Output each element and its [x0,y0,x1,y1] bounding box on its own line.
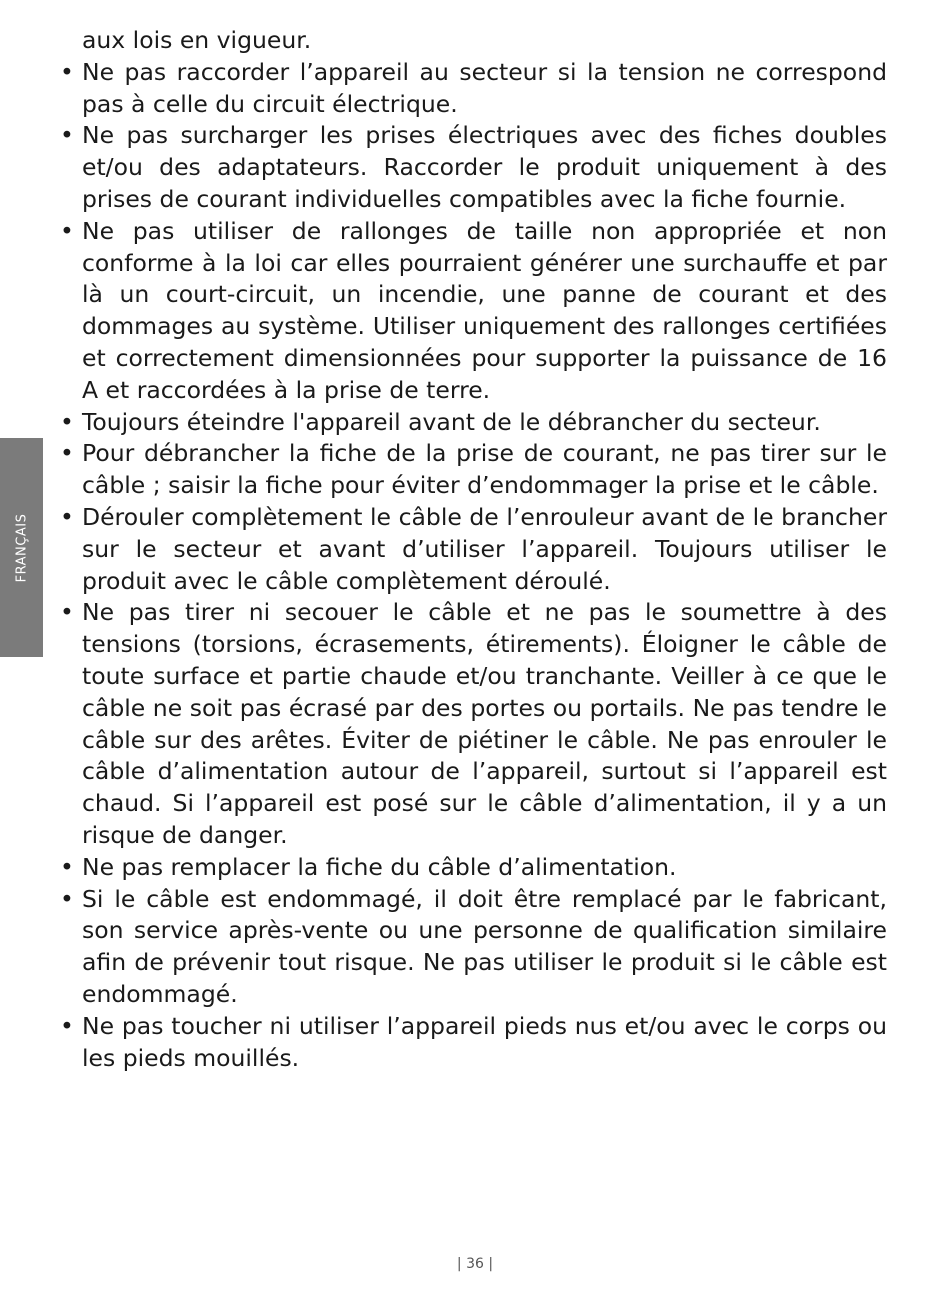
safety-bullet-list [59,57,887,1075]
bullet-text: Ne pas tirer ni secouer le câble et ne pas le soumettre à des tensions (torsions, écrasements, étirements). Éloigner le câble de toute surface et partie chaude et/ou tranchante. Veiller à ce que le câble ne soit pas écrasé par des portes ou portails. Ne pas tendre le câble sur des arêtes. Éviter de piétiner le câble. Ne pas enrouler le câble d’alimentation autour de l’appareil, surtout si l’appareil est chaud. Si l’appareil est posé sur le câble d’alimentation, il y a un risque de danger. [82,598,887,849]
safety-bullet-item [59,438,887,502]
bullet-marker: • [60,502,74,531]
bullet-marker: • [60,121,74,150]
bullet-marker: • [60,57,74,86]
bullet-text: Toujours éteindre l'appareil avant de le débrancher du secteur. [82,407,821,436]
safety-bullet-item [59,407,887,439]
intro-line: aux lois en vigueur. [82,26,312,54]
bullet-text: Ne pas remplacer la fiche du câble d’alimentation. [82,852,677,881]
bullet-marker: • [60,439,74,468]
safety-bullet-item [59,120,887,215]
language-label: FRANÇAIS [14,513,29,582]
bullet-text: Ne pas raccorder l’appareil au secteur si la tension ne correspond pas à celle du circuit électrique. [82,57,887,118]
bullet-marker: • [60,1011,74,1040]
bullet-marker: • [60,598,74,627]
page-number: | 36 | [456,1256,494,1272]
bullet-text: Si le câble est endommagé, il doit être remplacé par le fabricant, son service après-vente ou une personne de qualification similaire afin de prévenir tout risque. Ne pas utiliser le produit si le câble est endommagé. [82,884,887,1008]
bullet-marker: • [60,884,74,913]
bullet-text: Ne pas surcharger les prises électriques avec des fiches doubles et/ou des adaptateurs. Raccorder le produit uniquement à des prises de courant individuelles compatibles avec la fiche fournie. [82,121,887,213]
safety-instructions [59,25,887,1074]
safety-bullet-item [59,502,887,597]
safety-bullet-item [59,1011,887,1075]
bullet-text: Pour débrancher la fiche de la prise de courant, ne pas tirer sur le câble ; saisir la fiche pour éviter d’endommager la prise et le câble. [82,439,887,500]
safety-bullet-item [59,57,887,121]
language-side-tab [0,438,43,657]
safety-bullet-item [59,597,887,851]
safety-bullet-item [59,884,887,1011]
bullet-text: Ne pas utiliser de rallonges de taille non appropriée et non conforme à la loi car elles pourraient générer une surchauffe et par là un court-circuit, un incendie, une panne de courant et des dommages au système. Utiliser uniquement des rallonges certifiées et correctement dimensionnées pour supporter la puissance de 16 A et raccordées à la prise de terre. [82,216,887,404]
bullet-marker: • [60,407,74,436]
bullet-marker: • [60,216,74,245]
bullet-text: Dérouler complètement le câble de l’enrouleur avant de le brancher sur le secteur et avant d’utiliser l’appareil. Toujours utiliser le produit avec le câble complètement déroulé. [82,502,887,595]
safety-bullet-item [59,216,887,407]
bullet-marker: • [60,852,74,881]
bullet-text: Ne pas toucher ni utiliser l’appareil pieds nus et/ou avec le corps ou les pieds mouillés. [82,1011,887,1072]
safety-bullet-item [59,852,887,884]
